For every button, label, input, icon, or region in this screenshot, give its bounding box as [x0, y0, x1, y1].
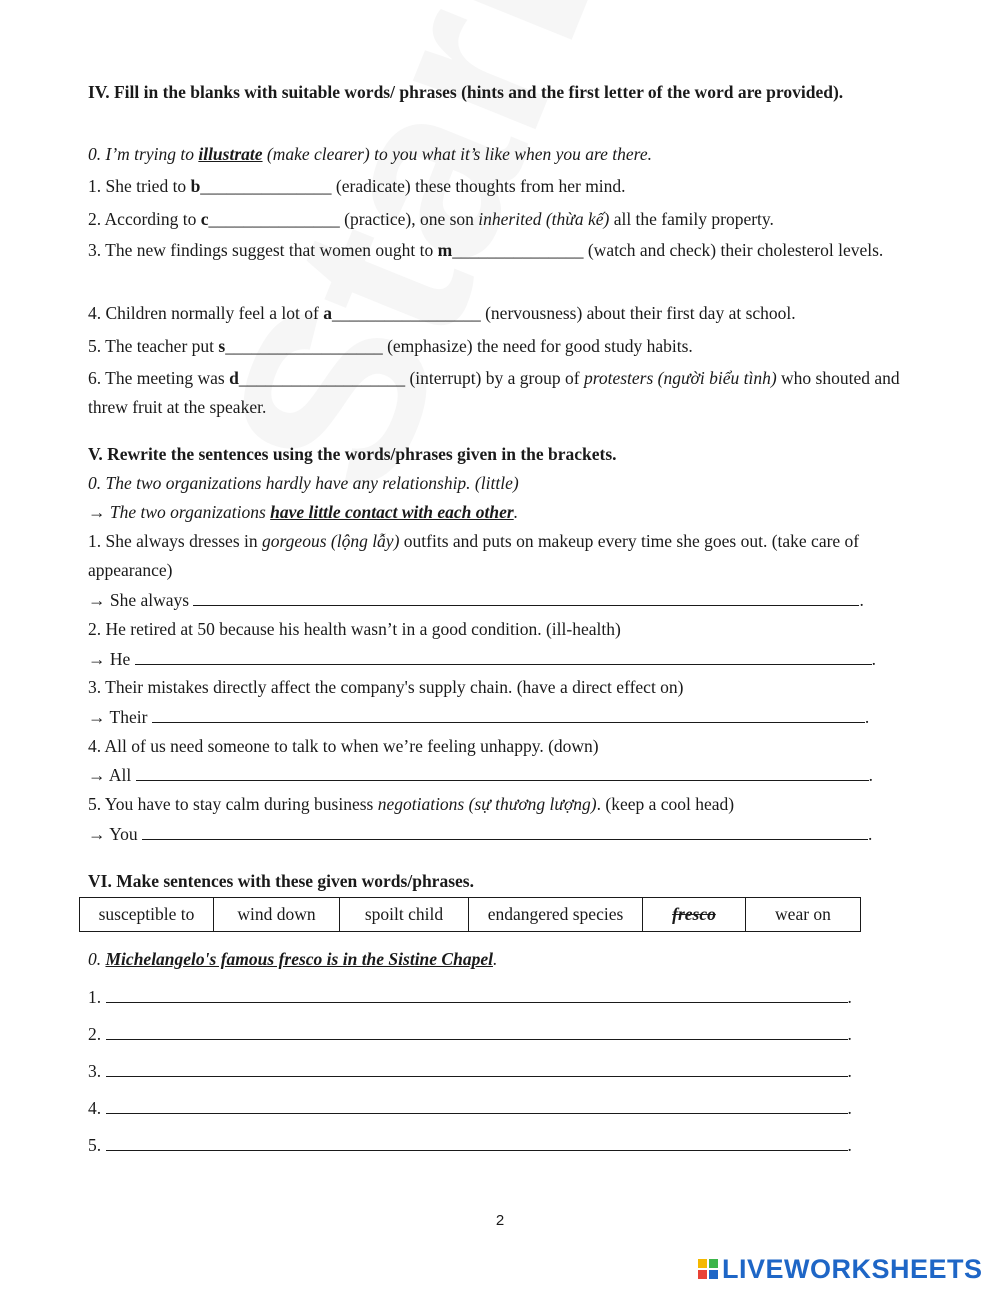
- word-bank-item: endangered species: [469, 898, 643, 932]
- page-number: 2: [495, 1212, 505, 1229]
- section-4-example: 0. I’m trying to illustrate (make clearer) to you what it’s like when you are there.: [88, 144, 652, 164]
- section-5-heading: V. Rewrite the sentences using the words/phrases given in the brackets.: [88, 444, 617, 464]
- section-5-item-5-question: 5. You have to stay calm during business negotiations (sự thương lượng). (keep a cool head): [88, 794, 735, 814]
- section-6-heading: VI. Make sentences with these given words/phrases.: [88, 871, 474, 891]
- section-6-line-1[interactable]: 1. .: [88, 987, 852, 1007]
- word-bank-item: susceptible to: [80, 898, 214, 932]
- answer-blank[interactable]: _______________: [452, 240, 584, 260]
- logo-text: LIVEWORKSHEETS: [722, 1253, 983, 1284]
- word-bank-item: wind down: [214, 898, 340, 932]
- section-6-line-3[interactable]: 3. .: [88, 1061, 852, 1081]
- answer-blank[interactable]: __________________: [225, 336, 383, 356]
- section-5-item-4-answer[interactable]: → All .: [88, 765, 874, 785]
- answer-blank[interactable]: ___________________: [238, 368, 406, 388]
- section-5-item-4-question: 4. All of us need someone to talk to when we’re feeling unhappy. (down): [88, 736, 599, 756]
- answer-blank[interactable]: _________________: [331, 303, 481, 323]
- answer-blank[interactable]: _______________: [200, 176, 332, 196]
- section-4-heading: IV. Fill in the blanks with suitable words/ phrases (hints and the first letter of the word are provided).: [88, 82, 844, 102]
- word-bank-item: wear on: [746, 898, 861, 932]
- section-6-line-5[interactable]: 5. .: [88, 1135, 852, 1155]
- section-5-example-question: 0. The two organizations hardly have any relationship. (little): [88, 473, 519, 493]
- section-5-item-2-answer[interactable]: → He .: [88, 649, 877, 669]
- liveworksheets-logo[interactable]: [698, 1254, 983, 1284]
- section-4-item-1: 1. She tried to b_______________ (eradicate) these thoughts from her mind.: [88, 176, 626, 196]
- answer-blank[interactable]: _______________: [208, 209, 340, 229]
- section-5-item-2-question: 2. He retired at 50 because his health wasn’t in a good condition. (ill-health): [88, 619, 621, 639]
- section-4-item-3: 3. The new findings suggest that women ought to m_______________ (watch and check) their cholesterol levels.: [88, 240, 884, 260]
- section-5-example-answer: → The two organizations have little contact with each other.: [88, 502, 519, 522]
- logo-cubes-icon: [698, 1259, 718, 1279]
- section-5-item-1-question: 1. She always dresses in gorgeous (lộng lẫy) outfits and puts on makeup every time she goes out. (take care of appearance): [88, 531, 860, 580]
- section-5-item-3-question: 3. Their mistakes directly affect the company's supply chain. (have a direct effect on): [88, 677, 684, 697]
- word-bank-table: [79, 897, 861, 932]
- word-bank-item: spoilt child: [340, 898, 469, 932]
- section-6-line-2[interactable]: 2. .: [88, 1024, 852, 1044]
- word-bank-item-used: fresco: [643, 898, 746, 932]
- section-5-item-1-answer[interactable]: → She always .: [88, 590, 864, 610]
- section-6-example: 0. Michelangelo's famous fresco is in the Sistine Chapel.: [88, 949, 498, 969]
- section-5-item-5-answer[interactable]: → You .: [88, 824, 873, 844]
- section-4-item-5: 5. The teacher put s__________________ (emphasize) the need for good study habits.: [88, 336, 693, 356]
- section-5-item-3-answer[interactable]: → Their .: [88, 707, 870, 727]
- example-answer: illustrate: [198, 144, 263, 164]
- section-4-item-4: 4. Children normally feel a lot of a_________________ (nervousness) about their first day at school.: [88, 303, 796, 323]
- section-4-item-6: 6. The meeting was d___________________ (interrupt) by a group of protesters (người biểu tình) who shouted and threw fruit at the speaker.: [88, 368, 900, 417]
- section-4-item-2: 2. According to c_______________ (practice), one son inherited (thừa kế) all the family property.: [88, 209, 774, 229]
- section-6-line-4[interactable]: 4. .: [88, 1098, 852, 1118]
